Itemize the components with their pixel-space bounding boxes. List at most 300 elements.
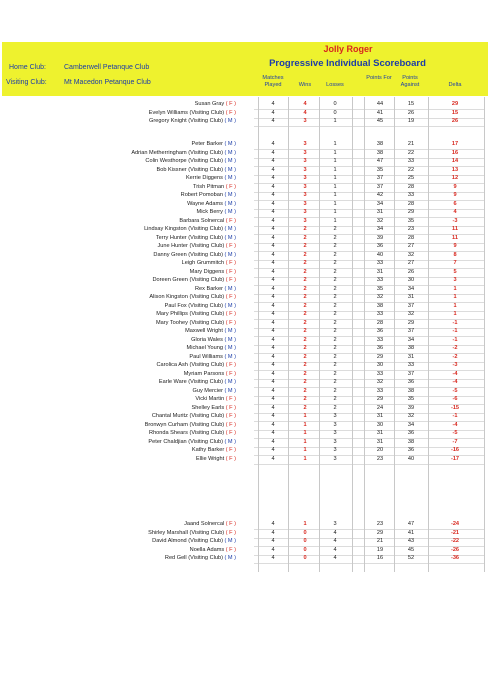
cell-l: 1 [333,175,337,181]
player-gender: ( M ) [224,141,236,147]
player-gender: ( F ) [225,260,236,266]
cell-w: 3 [303,183,307,190]
cell-w: 4 [303,101,307,107]
cell-w: 3 [303,200,307,207]
player-name-text: Alison Kingston (Visiting Club) [149,294,226,300]
player-name-text: Peter Chaldjian (Visiting Club) [148,438,225,445]
player-gender: ( F ) [225,370,236,377]
cell-d: 7 [453,260,457,266]
cell-pf: 45 [376,118,384,124]
cell-pa: 22 [407,149,415,156]
player-name-text: Mick Berry [196,209,225,215]
grid-line [428,97,429,572]
player-gender: ( M ) [224,158,236,164]
cell-m: 4 [271,166,275,173]
player-name-text: Rhonda Shears (Visiting Club) [149,430,226,436]
cell-pa: 21 [407,141,415,147]
page-subtitle: Progressive Individual Scoreboard [269,58,426,69]
cell-pf: 33 [376,336,384,343]
player-name-text: Terry Hunter (Visiting Club) [155,234,225,241]
player-name [181,192,236,198]
player-name-text: Myriam Parsons [183,370,226,377]
player-name-text: Peter Barker [191,141,225,147]
cell-pa: 19 [407,118,415,124]
player-gender: ( F ) [225,521,236,527]
player-name [192,388,236,394]
player-name-text: Jaand Solnercal [184,521,226,527]
player-name-text: Colin Westhorpe (Visiting Club) [145,158,225,164]
player-gender: ( F ) [225,447,236,453]
cell-l: 2 [333,260,337,266]
cell-pf: 34 [376,200,384,207]
cell-w: 1 [303,430,307,436]
cell-m: 4 [271,387,275,394]
cell-l: 2 [333,404,337,411]
cell-l: 1 [333,141,337,147]
cell-l: 4 [333,529,337,536]
player-name-text: Wayne Adams [187,200,225,207]
cell-pa: 40 [407,455,415,462]
cell-l: 2 [333,234,337,241]
cell-d: 13 [451,166,459,173]
player-gender: ( F ) [225,217,236,224]
cell-m: 4 [271,362,275,368]
cell-pa: 32 [407,311,415,317]
player-name-text: Bob Kissner (Visiting Club) [156,166,225,173]
player-name-text: Danny Green (Visiting Club) [153,251,225,258]
cell-pf: 30 [376,421,384,428]
cell-pa: 34 [407,421,415,428]
cell-w: 2 [303,404,307,411]
cell-pa: 25 [407,175,415,181]
player-gender: ( F ) [225,413,236,419]
player-name [159,379,236,385]
player-name [152,277,236,283]
cell-l: 2 [333,353,337,360]
player-name [145,422,236,428]
cell-pa: 36 [407,430,415,436]
player-name [190,547,236,553]
cell-d: -1 [452,319,458,326]
player-name [191,337,236,343]
cell-l: 2 [333,370,337,377]
cell-d: 1 [453,285,457,292]
cell-pf: 16 [376,555,384,561]
player-gender: ( M ) [224,555,236,561]
player-gender: ( M ) [224,192,236,198]
col-header-points-against: Points Against [400,75,420,88]
cell-w: 2 [303,353,307,360]
col-header-points-for: Points For [366,75,392,81]
player-gender: ( F ) [225,319,236,326]
cell-pa: 37 [407,328,415,334]
cell-d: -7 [452,438,458,445]
cell-w: 1 [303,421,307,428]
player-name [184,371,236,377]
cell-m: 4 [271,521,275,527]
player-name [149,110,236,116]
cell-pa: 32 [407,413,415,419]
grid-line [394,97,395,572]
cell-m: 4 [271,413,275,419]
cell-m: 4 [271,447,275,453]
player-name [192,141,236,147]
player-name-text: Mary Phillips (Visiting Club) [156,311,226,317]
cell-pa: 41 [407,529,415,536]
grid-line [364,97,365,572]
player-name-text: Paul Fox (Visiting Club) [164,302,225,309]
cell-w: 3 [303,166,307,173]
cell-l: 2 [333,302,337,309]
cell-w: 2 [303,251,307,258]
cell-l: 1 [333,192,337,198]
player-name-text: Robert Pomoban [180,192,225,198]
cell-m: 4 [271,209,275,215]
player-name-text: Shirley Marshall (Visiting Club) [148,529,226,536]
cell-d: -5 [452,387,458,394]
player-name [149,430,236,436]
player-name [189,354,236,360]
cell-d: 26 [451,118,459,124]
cell-pa: 33 [407,192,415,198]
player-name-text: Rex Barker [194,285,225,292]
player-gender: ( M ) [224,118,236,124]
player-name-text: Red Gell (Visiting Club) [164,555,225,561]
cell-pa: 27 [407,260,415,266]
cell-m: 4 [271,101,275,107]
cell-w: 2 [303,243,307,249]
col-header-losses: Losses [326,82,344,88]
cell-d: 11 [452,234,458,241]
player-gender: ( F ) [225,404,236,411]
cell-pf: 29 [376,396,384,402]
player-name-text: Trish Pitman [192,183,226,190]
cell-w: 1 [303,447,307,453]
cell-l: 2 [333,226,337,232]
player-name [195,286,236,292]
cell-d: 14 [451,158,459,164]
cell-m: 4 [271,109,275,116]
player-name-text: Bronwyn Curham (Visiting Club) [144,421,226,428]
player-name-text: Chantal Muritz (Visiting Club) [151,413,226,419]
cell-w: 2 [303,387,307,394]
player-name [193,184,236,190]
player-gender: ( F ) [225,546,236,553]
visiting-club-name: Mt Macedon Petanque Club [64,79,151,86]
cell-w: 2 [303,370,307,377]
cell-pf: 30 [376,362,384,368]
cell-d: -36 [450,555,460,561]
cell-w: 2 [303,260,307,266]
player-name-text: Gregory Knight (Visiting Club) [149,118,225,124]
grid-line [288,97,289,572]
player-name [145,158,236,164]
cell-l: 2 [333,243,337,249]
cell-l: 2 [333,396,337,402]
player-name [152,413,236,419]
player-name-text: Evelyn Williams (Visiting Club) [148,109,226,116]
player-name [190,269,236,275]
player-name-text: Noella Adams [189,546,226,553]
cell-m: 4 [271,336,275,343]
player-gender: ( M ) [224,251,236,258]
player-gender: ( F ) [225,421,236,428]
cell-m: 4 [271,243,275,249]
cell-l: 2 [333,362,337,368]
cell-l: 2 [333,328,337,334]
cell-l: 3 [333,521,337,527]
cell-pa: 39 [407,404,415,411]
cell-pa: 29 [407,209,415,215]
player-name-text: Adrian Metherringham (Visiting Club) [131,149,225,156]
cell-d: 9 [453,243,457,249]
cell-pa: 23 [407,226,415,232]
cell-d: -3 [452,362,458,368]
cell-w: 3 [303,192,307,198]
cell-l: 2 [333,345,337,351]
cell-pf: 31 [376,430,384,436]
cell-l: 3 [333,455,337,462]
cell-w: 3 [303,149,307,156]
player-name [195,396,236,402]
player-name [197,209,236,215]
cell-pa: 37 [407,302,415,309]
cell-d: -2 [452,345,458,351]
player-name-text: June Hunter (Visiting Club) [157,243,226,249]
player-gender: ( M ) [224,328,236,334]
player-name-text: Vicki Martin [195,396,226,402]
player-gender: ( M ) [224,200,236,207]
cell-pf: 32 [376,379,384,385]
cell-w: 2 [303,294,307,300]
cell-l: 3 [333,413,337,419]
cell-m: 4 [271,268,275,275]
player-name [148,439,236,445]
cell-m: 4 [271,538,275,544]
cell-l: 2 [333,285,337,292]
player-name [157,243,236,249]
cell-m: 4 [271,311,275,317]
cell-pf: 29 [376,353,384,360]
cell-l: 1 [333,200,337,207]
col-header-matches: Matches Played [262,75,284,88]
cell-pf: 35 [376,166,384,173]
cell-w: 0 [303,546,307,553]
cell-pf: 23 [376,521,384,527]
cell-w: 2 [303,319,307,326]
player-name [192,447,236,453]
cell-m: 4 [271,260,275,266]
cell-d: 11 [452,226,458,232]
player-gender: ( M ) [224,285,236,292]
player-gender: ( M ) [224,149,236,156]
cell-pf: 33 [376,277,384,283]
cell-w: 2 [303,336,307,343]
cell-w: 2 [303,379,307,385]
player-gender: ( F ) [225,277,236,283]
cell-l: 1 [333,217,337,224]
player-gender: ( M ) [224,234,236,241]
player-name [148,530,236,536]
cell-l: 1 [333,209,337,215]
cell-m: 4 [271,226,275,232]
cell-d: 12 [451,175,459,181]
cell-l: 4 [333,546,337,553]
cell-m: 4 [271,353,275,360]
cell-pa: 33 [407,362,415,368]
cell-w: 3 [303,217,307,224]
player-name-text: Doreen Green (Visiting Club) [152,277,226,283]
cell-pa: 28 [407,183,415,190]
player-gender: ( F ) [225,396,236,402]
col-header-wins: Wins [298,82,312,88]
player-gender: ( F ) [225,243,236,249]
cell-d: -4 [452,421,458,428]
cell-m: 4 [271,529,275,536]
cell-pf: 36 [376,328,384,334]
player-gender: ( F ) [225,455,236,462]
cell-m: 4 [271,183,275,190]
player-name-text: Guy Mercier [192,387,225,394]
cell-pa: 31 [407,353,415,360]
cell-l: 4 [333,538,337,544]
cell-l: 0 [333,101,337,107]
cell-l: 2 [333,251,337,258]
cell-pf: 29 [376,529,384,536]
cell-w: 2 [303,226,307,232]
cell-pf: 33 [376,260,384,266]
player-name-text: Mary Diggens [189,268,226,275]
cell-l: 2 [333,277,337,283]
cell-pa: 30 [407,277,415,283]
cell-pf: 31 [376,438,384,445]
cell-m: 4 [271,118,275,124]
player-gender: ( M ) [224,175,236,181]
cell-pa: 28 [407,200,415,207]
cell-w: 0 [303,538,307,544]
player-name [157,167,236,173]
cell-l: 3 [333,421,337,428]
cell-d: 17 [451,141,459,147]
cell-d: -5 [452,430,458,436]
cell-pf: 24 [376,404,384,411]
player-name-text: Gloria Wales [191,336,225,343]
cell-d: -3 [452,217,458,224]
cell-pa: 43 [407,538,415,544]
cell-pa: 33 [407,158,415,164]
cell-pa: 37 [407,370,415,377]
player-name [152,538,236,544]
cell-pf: 32 [376,217,384,224]
cell-pf: 32 [376,294,384,300]
cell-w: 0 [303,529,307,536]
cell-d: -16 [450,447,460,453]
player-gender: ( M ) [224,302,236,309]
cell-w: 2 [303,328,307,334]
cell-pf: 36 [376,345,384,351]
cell-m: 4 [271,438,275,445]
player-gender: ( F ) [225,294,236,300]
cell-pa: 26 [407,109,415,116]
cell-w: 2 [303,234,307,241]
cell-d: 3 [453,277,457,283]
player-gender: ( M ) [224,345,236,351]
cell-pf: 35 [376,285,384,292]
player-name [156,320,236,326]
player-name [156,235,236,241]
player-name [149,118,236,124]
cell-pf: 40 [376,251,384,258]
cell-m: 4 [271,149,275,156]
cell-d: 4 [453,209,457,215]
cell-pf: 38 [376,302,384,309]
cell-w: 3 [303,141,307,147]
cell-l: 2 [333,336,337,343]
player-name [187,201,236,207]
cell-m: 4 [271,277,275,283]
player-gender: ( M ) [224,379,236,385]
player-name [179,218,236,224]
player-name-text: Leigh Grummitch [181,260,226,266]
cell-l: 1 [333,149,337,156]
cell-w: 1 [303,455,307,462]
player-name-text: Lindsay Kingston (Visiting Club) [144,226,225,232]
cell-pf: 34 [376,226,384,232]
cell-w: 2 [303,362,307,368]
cell-d: 6 [453,200,457,207]
grid-line [484,97,485,572]
cell-m: 4 [271,294,275,300]
player-name [195,101,236,107]
cell-m: 4 [271,396,275,402]
home-club-name: Camberwell Petanque Club [64,64,150,71]
cell-l: 3 [333,438,337,445]
player-gender: ( M ) [224,336,236,343]
player-name-text: Susan Gray [194,101,226,107]
player-gender: ( F ) [225,430,236,436]
cell-pa: 36 [407,447,415,453]
cell-d: 5 [453,268,457,275]
player-name [144,226,236,232]
cell-m: 4 [271,285,275,292]
cell-pf: 38 [376,149,384,156]
cell-d: -2 [452,353,458,360]
cell-d: 1 [453,294,457,300]
player-name-text: Earle Ware (Visiting Club) [158,379,225,385]
col-header-delta: Delta [448,82,462,88]
cell-d: -17 [450,455,460,462]
cell-l: 1 [333,158,337,164]
cell-pa: 27 [407,243,415,249]
player-name [187,345,236,351]
cell-pf: 19 [376,546,384,553]
cell-m: 4 [271,328,275,334]
player-name-text: Paul Williams [189,353,225,360]
cell-m: 4 [271,175,275,181]
player-name [156,311,236,317]
cell-pa: 52 [407,555,415,561]
cell-m: 4 [271,251,275,258]
player-name-text: Maxwell Wright [185,328,225,334]
cell-l: 3 [333,430,337,436]
cell-pf: 31 [376,209,384,215]
cell-m: 4 [271,430,275,436]
player-name [184,521,236,527]
player-name-text: Barbara Solnercal [179,217,226,224]
cell-w: 1 [303,521,307,527]
cell-m: 4 [271,546,275,553]
player-name [165,303,236,309]
